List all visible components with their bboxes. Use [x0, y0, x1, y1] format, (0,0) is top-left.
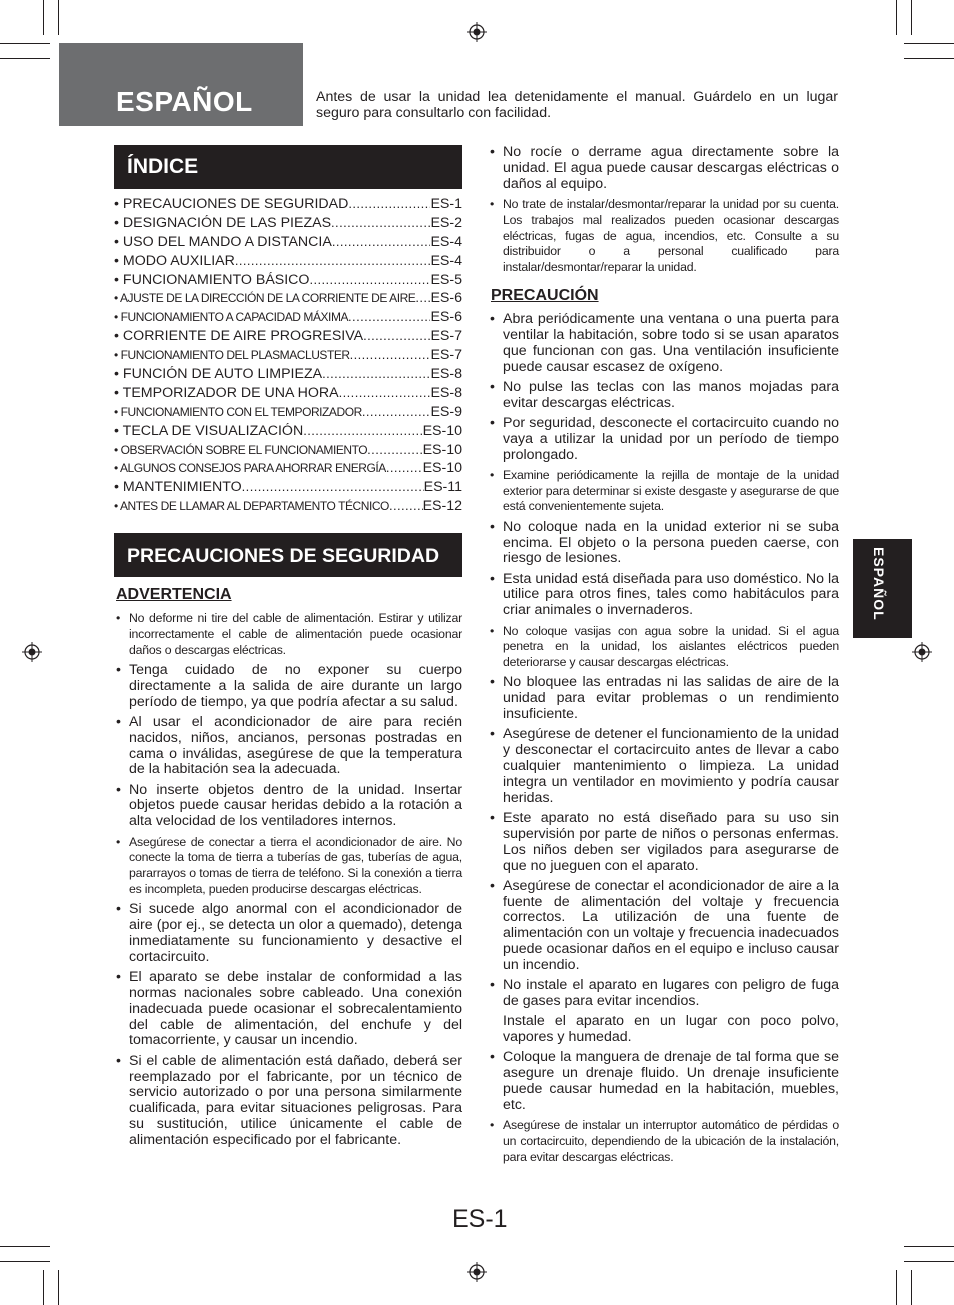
toc-item-label: • MANTENIMIENTO [114, 479, 242, 496]
toc-leader-dots [348, 309, 430, 324]
toc-item-page: ES-10 [422, 460, 462, 477]
table-of-contents [114, 196, 462, 517]
bullet-item: Instale el aparato en un lugar con poco polvo, vapores y humedad. [503, 1013, 839, 1046]
index-heading: ÍNDICE [114, 145, 462, 189]
toc-item [114, 442, 462, 461]
toc-leader-dots [309, 272, 430, 287]
toc-item [114, 498, 462, 517]
bullet-item: • No bloquee las entradas ni las salidas de aire de la unidad para evitar problemas o un rendimiento insuficiente. [490, 675, 839, 723]
toc-item [114, 309, 462, 328]
intro-text: Antes de usar la unidad lea detenidamente el manual. Guárdelo en un lugar seguro para consultarlo con facilidad. [316, 89, 838, 121]
toc-item [114, 479, 462, 498]
language-side-tab [853, 539, 912, 638]
toc-item-label: • TECLA DE VISUALIZACIÓN [114, 422, 304, 439]
crop-mark [43, 1270, 44, 1305]
toc-leader-dots [386, 460, 423, 475]
bullet-item: • No coloque vasijas con agua sobre la unidad. Si el agua penetra en la unidad, los aislantes eléctricos pueden deteriorarse y causar descargas eléctricas. [490, 624, 839, 672]
bullet-item: • Asegúrese de instalar un interruptor automático de pérdidas o un cortacircuito, dependiendo de la ubicación de la instalación, para evitar descargas eléctricas. [490, 1118, 839, 1166]
toc-leader-dots [322, 366, 430, 381]
bullet-item: • Este aparato no está diseñado para su uso sin supervisión por parte de niños o personas enfermas. Los niños deben ser vigilados para asegurarse de que no jueguen con el aparato. [490, 811, 839, 874]
caution-list [490, 312, 839, 1170]
toc-leader-dots [350, 347, 431, 362]
toc-leader-dots [339, 385, 431, 400]
toc-item [114, 234, 462, 253]
toc-item [114, 253, 462, 272]
warning-list-continued [490, 145, 839, 281]
toc-item-page: ES-11 [423, 479, 462, 496]
crop-mark [58, 1270, 59, 1305]
crop-mark [904, 43, 954, 44]
toc-item-label: • OBSERVACIÓN SOBRE EL FUNCIONAMIENTO [114, 442, 368, 457]
bullet-item: • No pulse las teclas con las manos mojadas para evitar descargas eléctricas. [490, 380, 839, 412]
toc-item [114, 328, 462, 347]
bullet-item: • Asegúrese de conectar el acondicionador de aire a la fuente de alimentación del voltaje y frecuencia correctos. La utilización de una fuente de alimentación con un voltaje y frecuencia inadecuados puede ocasionar daños en el equipo e incluso causar un incendio. [490, 879, 839, 974]
toc-item-label: • TEMPORIZADOR DE UNA HORA [114, 384, 339, 401]
toc-item-page: ES-2 [430, 214, 462, 231]
toc-leader-dots [303, 423, 422, 438]
bullet-item: • No rocíe o derrame agua directamente sobre la unidad. El agua puede causar descargas eléctricas o daños al equipo. [490, 145, 839, 193]
toc-item-page: ES-9 [430, 403, 462, 420]
crop-mark [0, 58, 50, 59]
caution-heading: PRECAUCIÓN [491, 287, 599, 304]
toc-item-page: ES-8 [430, 366, 462, 383]
bullet-item: • Esta unidad está diseñada para uso doméstico. No la utilice para otros fines, tales como habitáculos para criar animales o invernaderos. [490, 572, 839, 620]
toc-item-label: • PRECAUCIONES DE SEGURIDAD [114, 196, 349, 212]
page-title: ESPAÑOL [116, 86, 253, 117]
toc-item-label: • MODO AUXILIAR [114, 252, 235, 269]
toc-leader-dots [235, 253, 431, 268]
toc-item-label: • FUNCIONAMIENTO DEL PLASMACLUSTER [114, 348, 350, 363]
toc-leader-dots [415, 290, 430, 305]
toc-item [114, 290, 462, 309]
bullet-item: • Si sucede algo anormal con el acondicionador de aire (por ej., se detecta un olor a quemado), detenga inmediatamente su funcionamiento y desactive el cortacircuito. [116, 902, 462, 965]
bullet-item: • No trate de instalar/desmontar/reparar la unidad por su cuenta. Los trabajos mal realizados pueden ocasionar descargas eléctricas, fugas de agua, incendios, etc. Consulte a su distribuidor o a personal cualificado para instalar/desmontar/reparar la unidad. [490, 197, 839, 276]
bullet-item: • Si el cable de alimentación está dañado, deberá ser reemplazado por el fabricante, por un técnico de servicio autorizado o por una persona similarmente cualificada, para evitar situaciones peligrosas. Para su sustitución, utilice únicamente el cable de alimentación especificado por el fabricante. [116, 1054, 462, 1149]
toc-item [114, 347, 462, 366]
toc-leader-dots [363, 328, 430, 343]
toc-item-page: ES-5 [430, 271, 462, 288]
page-number: ES-1 [452, 1205, 508, 1233]
toc-item-page: ES-10 [422, 422, 462, 439]
toc-item [114, 423, 462, 442]
bullet-item: • Tenga cuidado de no exponer su cuerpo directamente a la salida de aire durante un largo período de tiempo, ya que podría afectar a su salud. [116, 663, 462, 711]
crop-mark [0, 43, 50, 44]
side-tab-label: ESPAÑOL [871, 547, 887, 621]
crop-mark [896, 1270, 897, 1305]
bullet-item: • No inserte objetos dentro de la unidad. Insertar objetos puede causar heridas debido a la rotación a alta velocidad de los ventiladores internos. [116, 783, 462, 831]
bullet-item: • Abra periódicamente una ventana o una puerta para ventilar la habitación, sobre todo si se usan aparatos que funcionan con gas. Una ventilación insuficiente puede causar escasez de oxígeno. [490, 312, 839, 375]
registration-mark-icon [467, 22, 487, 42]
toc-leader-dots [332, 234, 431, 249]
bullet-item: • Coloque la manguera de drenaje de tal forma que se asegure un drenaje fluido. Un drenaje insuficiente puede causar humedad en la habitación, muebles, etc. [490, 1050, 839, 1113]
crop-mark [43, 0, 44, 35]
crop-mark [0, 1261, 50, 1262]
toc-item [114, 366, 462, 385]
bullet-item: • Al usar el acondicionador de aire para recién nacidos, niños, ancianos, personas postradas en cama o inválidas, asegúrese de que la temperatura de la habitación sea la adecuada. [116, 715, 462, 778]
toc-item-page: ES-12 [422, 498, 462, 515]
toc-item [114, 404, 462, 423]
toc-item-page: ES-7 [430, 328, 462, 345]
crop-mark [904, 1261, 954, 1262]
toc-item-label: • FUNCIONAMIENTO BÁSICO [114, 271, 310, 288]
toc-item-label: • ANTES DE LLAMAR AL DEPARTAMENTO TÉCNICO [114, 499, 389, 514]
crop-mark [904, 1246, 954, 1247]
toc-item-page: ES-4 [430, 252, 462, 269]
toc-item [114, 460, 462, 479]
toc-item-label: • CORRIENTE DE AIRE PROGRESIVA [114, 328, 364, 345]
crop-mark [911, 0, 912, 35]
toc-leader-dots [348, 196, 430, 211]
toc-item [114, 385, 462, 404]
registration-mark-icon [912, 642, 932, 662]
toc-item-label: • FUNCIONAMIENTO A CAPACIDAD MÁXIMA [114, 310, 349, 325]
toc-leader-dots [331, 215, 430, 230]
toc-leader-dots [242, 479, 424, 494]
crop-mark [904, 58, 954, 59]
toc-leader-dots [367, 442, 422, 457]
toc-item-label: • DESIGNACIÓN DE LAS PIEZAS [114, 214, 332, 231]
bullet-item: • Asegúrese de conectar a tierra el acondicionador de aire. No conecte la toma de tierra a tuberías de gas, tuberías de agua, pararrayos o tomas de tierra de teléfono. Si la conexión a tierra es incompleta, pueden producirse descargas eléctricas. [116, 835, 462, 898]
bullet-item: • Por seguridad, desconecte el cortacircuito cuando no vaya a utilizar la unidad por un período de tiempo prolongado. [490, 416, 839, 464]
bullet-item: • Asegúrese de detener el funcionamiento de la unidad y desconectar el cortacircuito antes de llevar a cabo cualquier mantenimiento o limpieza. La unidad integra un ventilador en movimiento y podría causar heridas. [490, 727, 839, 806]
toc-leader-dots [362, 404, 431, 419]
toc-item [114, 272, 462, 291]
toc-item [114, 196, 462, 215]
toc-item-page: ES-7 [430, 347, 462, 364]
toc-item-page: ES-8 [430, 384, 462, 401]
toc-item-page: ES-1 [430, 196, 462, 212]
toc-item-label: • FUNCIONAMIENTO CON EL TEMPORIZADOR [114, 404, 362, 419]
toc-item-label: • USO DEL MANDO A DISTANCIA [114, 233, 332, 250]
crop-mark [0, 1246, 50, 1247]
bullet-item: • El aparato se debe instalar de conformidad a las normas nacionales sobre cableado. Una conexión inadecuada puede ocasionar el sobrecalentamiento del cable de alimentación, del enchufe y del tomacorriente, y causar un incendio. [116, 970, 462, 1049]
warning-list [116, 611, 462, 1153]
toc-item-label: • ALGUNOS CONSEJOS PARA AHORRAR ENERGÍA [114, 461, 386, 476]
toc-item [114, 215, 462, 234]
registration-mark-icon [22, 642, 42, 662]
crop-mark [58, 0, 59, 35]
warning-heading: ADVERTENCIA [116, 586, 232, 603]
registration-mark-icon [467, 1262, 487, 1282]
crop-mark [911, 1270, 912, 1305]
safety-heading: PRECAUCIONES DE SEGURIDAD [114, 533, 462, 577]
toc-item-page: ES-6 [430, 309, 462, 326]
crop-mark [896, 0, 897, 35]
toc-item-page: ES-10 [422, 441, 462, 458]
toc-item-label: • AJUSTE DE LA DIRECCIÓN DE LA CORRIENTE DE AIRE [114, 291, 416, 306]
bullet-item: • No deforme ni tire del cable de alimentación. Estirar y utilizar incorrectamente el cable de alimentación puede ocasionar daños o descargas eléctricas. [116, 611, 462, 659]
toc-item-page: ES-4 [430, 233, 462, 250]
bullet-item: • No coloque nada en la unidad exterior ni se suba encima. El objeto o la persona pueden caerse, con riesgo de lesiones. [490, 520, 839, 568]
toc-item-label: • FUNCIÓN DE AUTO LIMPIEZA [114, 366, 323, 383]
bullet-item: • No instale el aparato en lugares con peligro de fuga de gases para evitar incendios. [490, 978, 839, 1010]
toc-item-page: ES-6 [430, 290, 462, 307]
bullet-item: • Examine periódicamente la rejilla de montaje de la unidad exterior para determinar si existe desgaste y asegurarse de que está convenientemente sujeta. [490, 468, 839, 516]
toc-leader-dots [389, 498, 423, 513]
